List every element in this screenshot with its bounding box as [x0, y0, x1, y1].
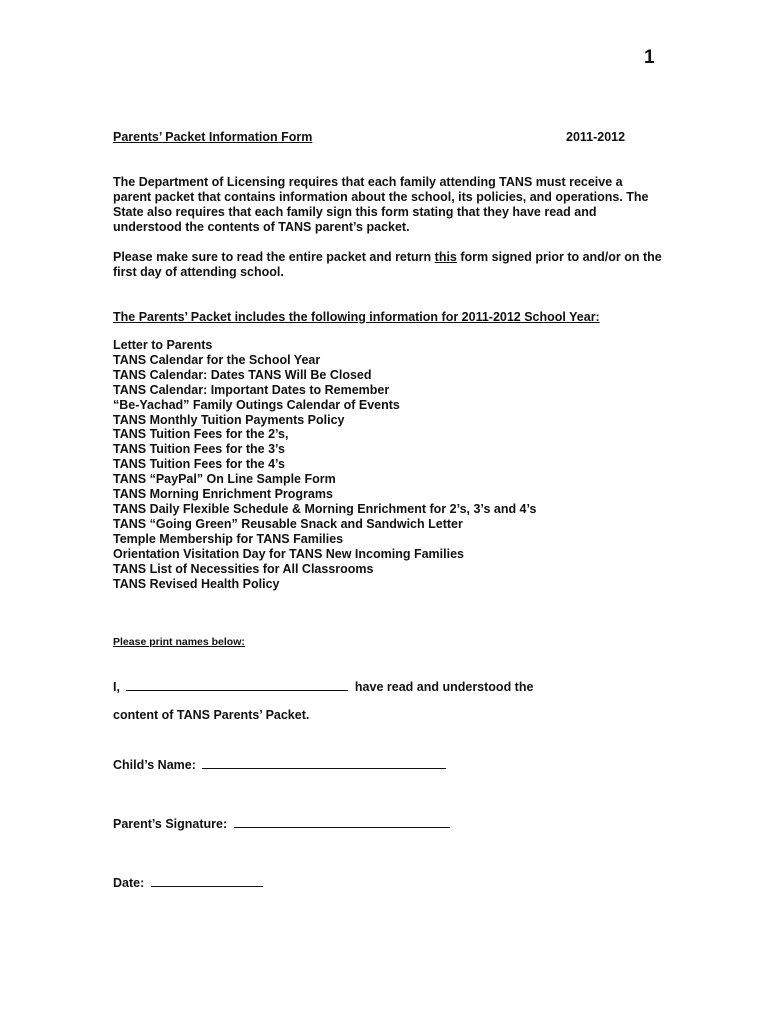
list-item: TANS Tuition Fees for the 2’s,	[113, 427, 289, 442]
instructions-emphasis: this	[434, 250, 457, 264]
form-title: Parents’ Packet Information Form	[113, 130, 313, 144]
child-name-label: Child’s Name:	[113, 758, 196, 772]
parent-signature-field[interactable]	[234, 815, 450, 828]
acknowledgement-prefix: I,	[113, 680, 120, 694]
instructions-text-before: Please make sure to read the entire packet and return	[113, 250, 435, 264]
list-item: TANS Revised Health Policy	[113, 576, 280, 591]
list-item: TANS List of Necessities for All Classrooms	[113, 561, 374, 576]
intro-paragraph-licensing: The Department of Licensing requires that each family attending TANS must receive a parent packet that contains information about the school, its policies, and operations. The State also requires that each family sign this form stating that they have read and understood the contents of TANS parent’s packet.	[113, 175, 649, 234]
school-year: 2011-2012	[566, 130, 626, 144]
parent-signature-row	[113, 815, 453, 831]
list-item: TANS Monthly Tuition Payments Policy	[113, 412, 345, 427]
packet-contents-list	[113, 338, 536, 591]
acknowledgement-row	[113, 678, 533, 694]
list-item: TANS Calendar for the School Year	[113, 352, 321, 367]
list-item: TANS Morning Enrichment Programs	[113, 487, 333, 502]
list-item: TANS “Going Green” Reusable Snack and Sandwich Letter	[113, 516, 463, 531]
list-item: TANS Tuition Fees for the 4’s	[113, 457, 286, 472]
print-names-heading: Please print names below:	[113, 636, 245, 648]
child-name-row	[113, 756, 449, 772]
list-item: Orientation Visitation Day for TANS New Incoming Families	[113, 546, 464, 561]
date-row	[113, 874, 266, 890]
acknowledgement-continuation: content of TANS Parents’ Packet.	[113, 708, 310, 722]
list-item: TANS Calendar: Important Dates to Remember	[113, 382, 390, 397]
list-item: Letter to Parents	[113, 338, 213, 352]
list-item: TANS Calendar: Dates TANS Will Be Closed	[113, 367, 372, 382]
list-item: TANS Tuition Fees for the 3’s	[113, 442, 286, 457]
date-label: Date:	[113, 876, 145, 890]
list-item: Temple Membership for TANS Families	[113, 531, 344, 546]
list-item: “Be-Yachad” Family Outings Calendar of Events	[113, 397, 400, 412]
intro-paragraph-instructions	[113, 250, 663, 280]
includes-heading: The Parents’ Packet includes the following information for 2011-2012 School Year:	[113, 310, 600, 324]
parent-signature-label: Parent’s Signature:	[113, 817, 228, 831]
child-name-field[interactable]	[202, 756, 446, 769]
page-number: 1	[644, 47, 655, 68]
parent-name-field[interactable]	[126, 678, 348, 691]
instructions-text-after: form signed prior to and/or on the first day of attending school.	[113, 250, 662, 279]
date-field[interactable]	[151, 874, 263, 887]
list-item: TANS “PayPal” On Line Sample Form	[113, 472, 336, 487]
list-item: TANS Daily Flexible Schedule & Morning Enrichment for 2’s, 3’s and 4’s	[113, 501, 537, 516]
acknowledgement-suffix: have read and understood the	[354, 680, 534, 694]
